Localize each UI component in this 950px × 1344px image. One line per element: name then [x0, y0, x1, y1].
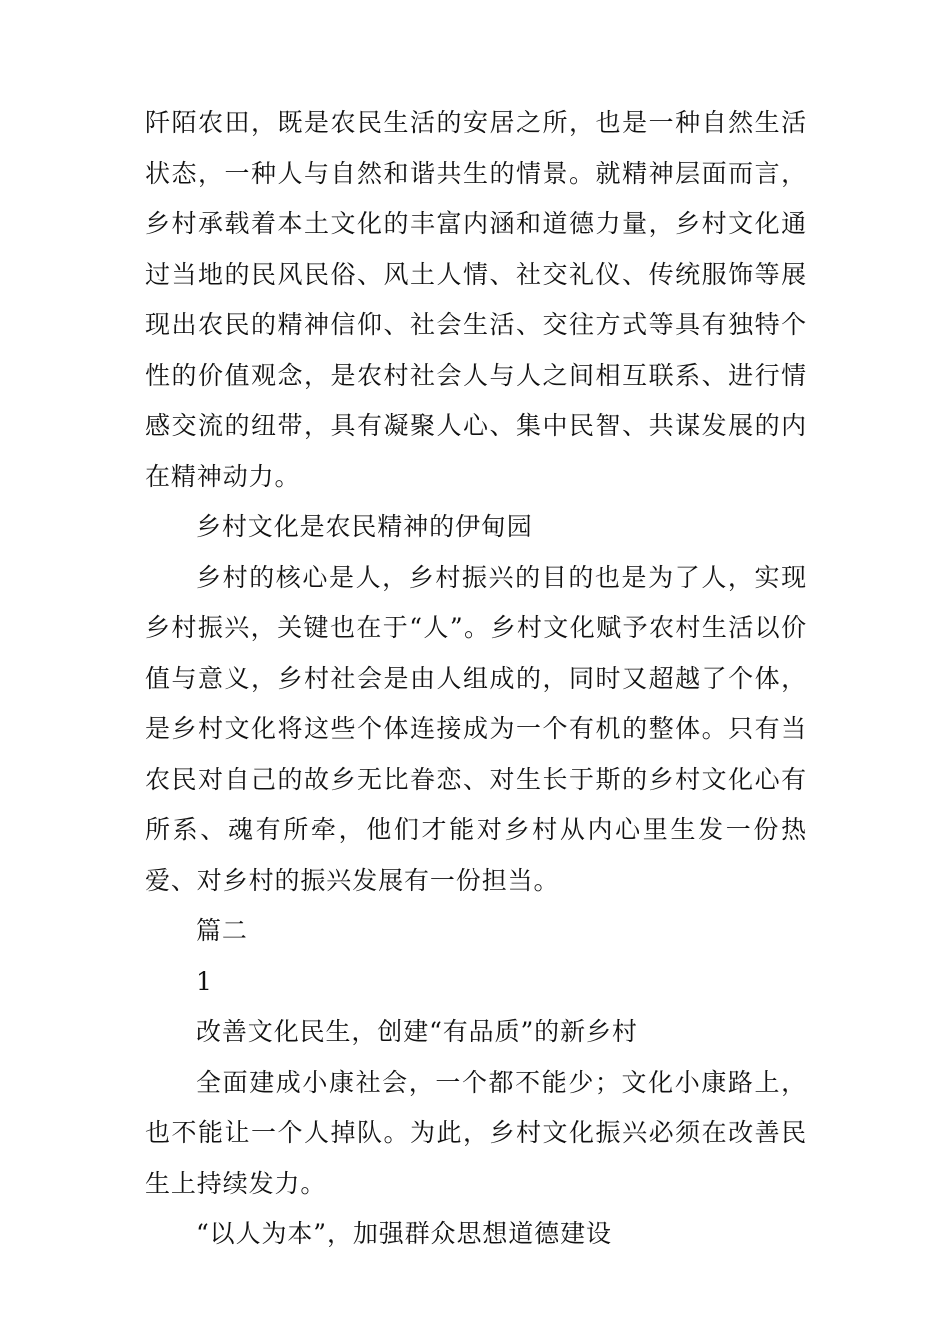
section-heading: 改善文化民生，创建“有品质”的新乡村 [196, 1017, 638, 1046]
document-body [145, 98, 807, 1260]
section-heading: 乡村文化是农民精神的伊甸园 [196, 512, 533, 541]
subsection-heading: “以人为本”，加强群众思想道德建设 [196, 1219, 612, 1248]
paragraph-continued: 阡陌农田，既是农民生活的安居之所，也是一种自然生活状态，一种人与自然和谐共生的情景。就精神层面而言，乡村承载着本土文化的丰富内涵和道德力量，乡村文化通过当地的民风民俗、风土人情、社交礼仪、传统服饰等展现出农民的精神信仰、社会生活、交往方式等具有独特个性的价值观念，是农村社会人与人之间相互联系、进行情感交流的纽带，具有凝聚人心、集中民智、共谋发展的内在精神动力。 [145, 108, 807, 491]
chapter-heading: 篇二 [196, 916, 248, 945]
paragraph: 全面建成小康社会，一个都不能少；文化小康路上，也不能让一个人掉队。为此，乡村文化振兴必须在改善民生上持续发力。 [145, 1067, 807, 1198]
paragraph: 乡村的核心是人，乡村振兴的目的也是为了人，实现乡村振兴，关键也在于“人”。乡村文化赋予农村生活以价值与意义，乡村社会是由人组成的，同时又超越了个体，是乡村文化将这些个体连接成为一个有机的整体。只有当农民对自己的故乡无比眷恋、对生长于斯的乡村文化心有所系、魂有所牵，他们才能对乡村从内心里生发一份热爱、对乡村的振兴发展有一份担当。 [145, 562, 807, 895]
section-number: 1 [196, 966, 213, 996]
